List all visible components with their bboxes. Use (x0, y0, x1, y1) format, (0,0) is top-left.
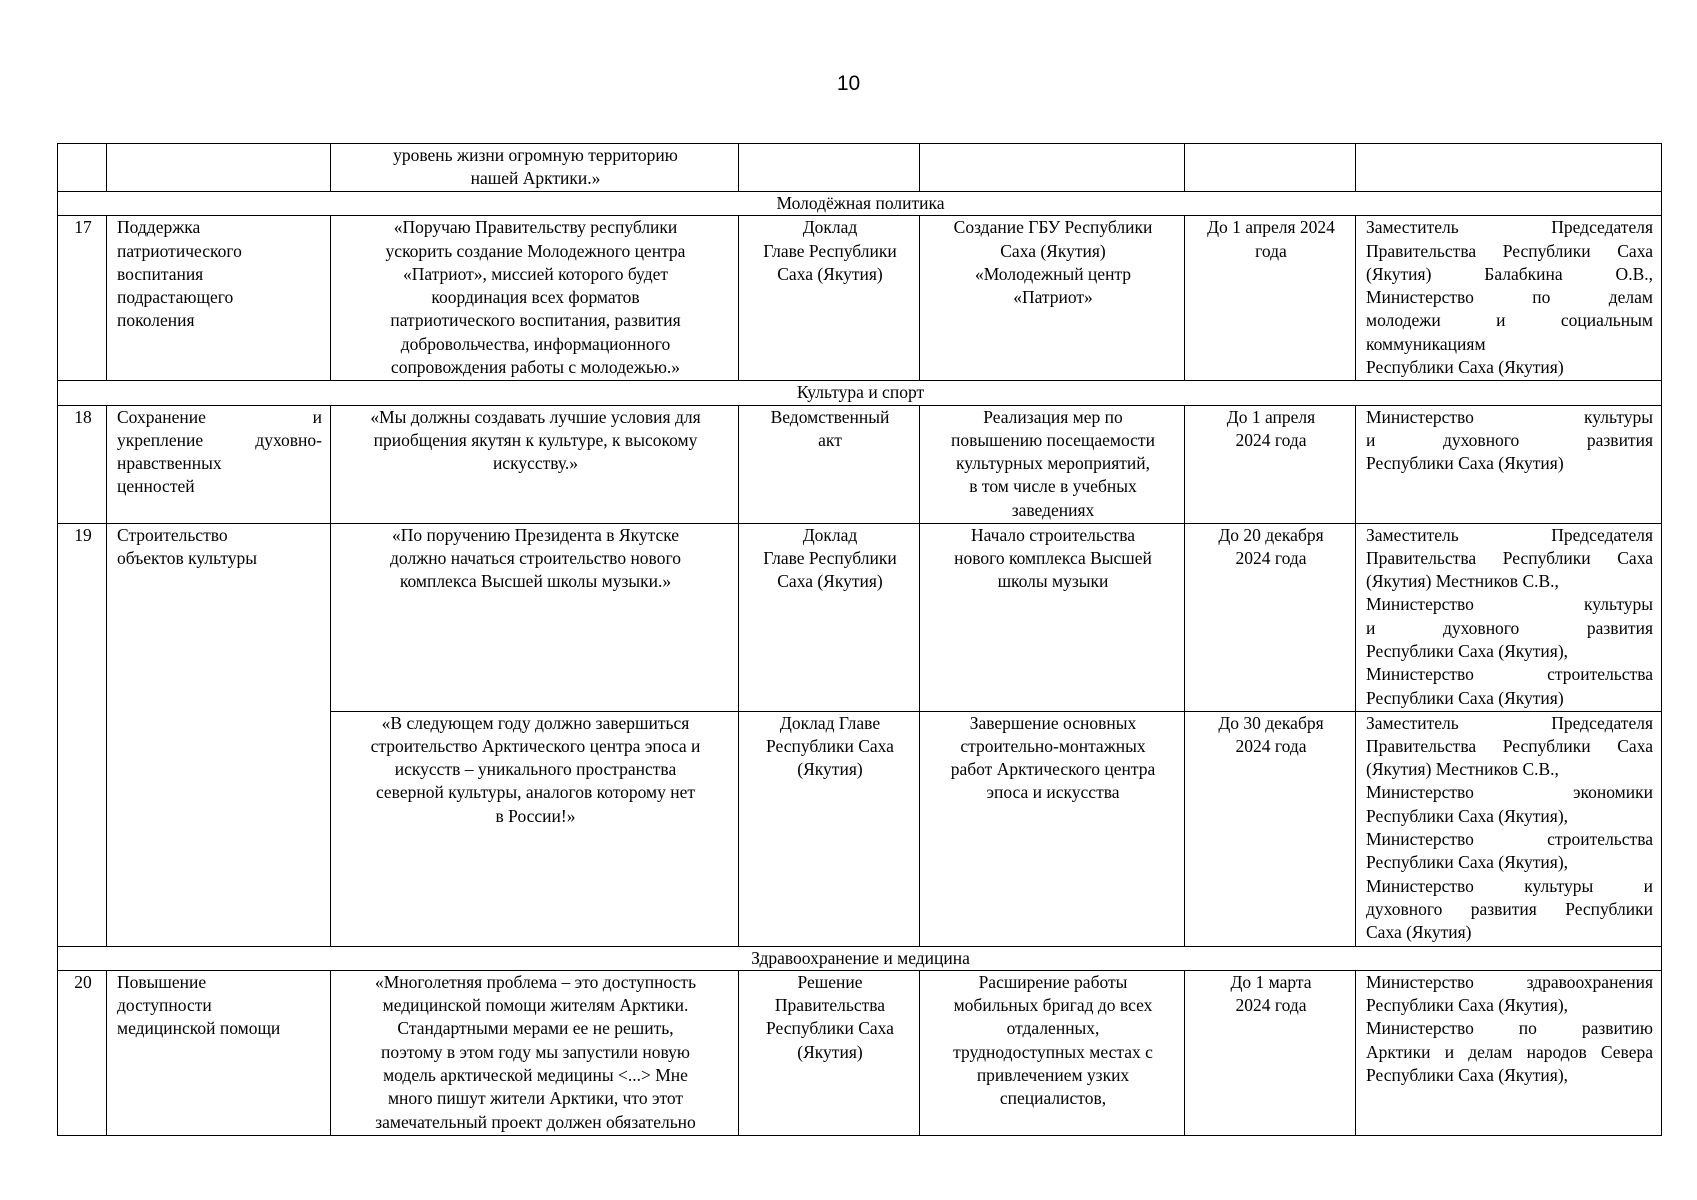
text-line: Министерство строительства (1366, 664, 1653, 685)
text-line: Республики Саха (Якутия) (1366, 357, 1564, 378)
text-line: поколения (117, 310, 195, 331)
cell-responsible (1356, 405, 1662, 523)
text-line: Завершение основных (969, 712, 1137, 733)
cell-form (739, 144, 920, 192)
text-line: замечательный проект должен обязательно (375, 1111, 696, 1132)
text-line: 2024 года (1235, 995, 1307, 1016)
text-line: модель арктической медицины <...> Мне (383, 1065, 688, 1086)
text-line: «Патриот», миссией которого будет (402, 263, 669, 284)
text-line: Республики Саха (Якутия) (1366, 453, 1564, 474)
text-line: Министерство по развитию (1366, 1018, 1653, 1039)
cell-num (58, 144, 107, 192)
text-line: объектов культуры (117, 547, 258, 568)
text-line: труднодоступных местах с (953, 1041, 1153, 1062)
cell-num: 18 (58, 405, 107, 523)
text-line: Главе Республики (763, 547, 897, 568)
text-line: (Якутия) (797, 759, 863, 780)
cell-task (107, 216, 331, 381)
table-row-20 (58, 970, 1662, 1135)
text-line: Министерство по делам (1366, 287, 1653, 308)
text-line: Республики Саха (766, 735, 894, 756)
cell-form (739, 405, 920, 523)
cell-result (920, 970, 1185, 1135)
text-line: До 1 апреля 2024 (1207, 217, 1335, 238)
cell-deadline (1185, 216, 1356, 381)
text-line: Саха (Якутия) (1000, 240, 1106, 261)
text-line: ценностей (117, 476, 195, 497)
text-line: «Мы должны создавать лучшие условия для (370, 406, 701, 427)
cell-task (107, 144, 331, 192)
text-line: Правительства Республики Саха (1366, 240, 1653, 261)
cell-responsible (1356, 970, 1662, 1135)
cell-task (107, 523, 331, 946)
cell-deadline (1185, 144, 1356, 192)
text-line: нашей Арктики.» (470, 168, 601, 189)
text-line: отдаленных, (1006, 1018, 1100, 1039)
text-line: Министерство экономики (1366, 782, 1653, 803)
text-line: эпоса и искусства (986, 782, 1120, 803)
text-line: Министерство культуры и (1366, 875, 1653, 896)
table-row-18 (58, 405, 1662, 523)
cell-responsible (1356, 216, 1662, 381)
text-line: Министерство строительства (1366, 829, 1653, 850)
text-line: «Молодежный центр (974, 263, 1132, 284)
text-line: подрастающего (117, 287, 234, 308)
text-line: нравственных (117, 453, 222, 474)
text-line: Министерство культуры (1366, 594, 1653, 615)
text-line: Заместитель Председателя (1366, 217, 1653, 238)
text-line: Саха (Якутия) (1366, 922, 1472, 943)
text-line: строительство Арктического центра эпоса и (370, 735, 701, 756)
text-line: Республики Саха (Якутия), (1366, 1065, 1569, 1086)
text-line: медицинской помощи (117, 1018, 281, 1039)
text-line: добровольчества, информационного (400, 333, 671, 354)
text-line: Доклад Главе (779, 712, 881, 733)
table-row-17 (58, 216, 1662, 381)
text-line: в том числе в учебных (969, 476, 1137, 497)
text-line: Доклад (802, 524, 858, 545)
section-row-youth (58, 192, 1662, 216)
text-line: мобильных бригад до всех (953, 995, 1153, 1016)
text-line: Заместитель Председателя (1366, 712, 1653, 733)
text-line: духовного развития Республики (1366, 898, 1653, 919)
cell-responsible (1356, 144, 1662, 192)
cell-num: 19 (58, 523, 107, 946)
text-line: должно начаться строительство нового (390, 547, 681, 568)
cell-result (920, 216, 1185, 381)
text-line: поэтому в этом году мы запустили новую (381, 1041, 690, 1062)
text-line: Республики Саха (Якутия), (1366, 805, 1569, 826)
text-line: медицинской помощи жителям Арктики. (382, 995, 689, 1016)
text-line: Поддержка (117, 217, 201, 238)
cell-result (920, 144, 1185, 192)
text-line: искусств – уникального пространства (394, 759, 677, 780)
text-line: «По поручению Президента в Якутске (391, 524, 680, 545)
cell-deadline (1185, 405, 1356, 523)
text-line: акт (818, 429, 842, 450)
text-line: воспитания (117, 263, 204, 284)
text-line: Республики Саха (766, 1018, 894, 1039)
text-line: Заместитель Председателя (1366, 524, 1653, 545)
text-line: Саха (Якутия) (777, 571, 883, 592)
text-line: специалистов, (999, 1088, 1107, 1109)
text-line: приобщения якутян к культуре, к высокому (373, 429, 698, 450)
text-line: северной культуры, аналогов которому нет (375, 782, 696, 803)
text-line: патриотического (117, 240, 242, 261)
text-line: «Поручаю Правительству республики (393, 217, 678, 238)
text-line: Республики Саха (Якутия) (1366, 687, 1564, 708)
section-title: Культура и спорт (58, 381, 1662, 405)
text-line: привлечением узких (976, 1065, 1130, 1086)
section-row-culture (58, 381, 1662, 405)
text-line: До 30 декабря (1218, 712, 1324, 733)
text-line: искусству.» (492, 453, 579, 474)
text-line: коммуникациям (1366, 333, 1486, 354)
text-line: «Патриот» (1013, 287, 1093, 308)
text-line: сопровождения работы с молодежью.» (390, 357, 681, 378)
text-line: Решение (797, 971, 863, 992)
text-line: (Якутия) Местников С.В., (1366, 571, 1559, 592)
text-line: и духовного развития (1366, 429, 1653, 450)
text-line: уровень жизни огромную территорию (393, 145, 678, 165)
text-line: Республики Саха (Якутия), (1366, 852, 1569, 873)
text-line: До 1 марта (1230, 971, 1312, 992)
text-line: Министерство культуры (1366, 406, 1653, 427)
text-line: координация всех форматов (431, 287, 640, 308)
text-line: Министерство здравоохранения (1366, 971, 1653, 992)
text-line: Республики Саха (Якутия), (1366, 641, 1569, 662)
text-line: Главе Республики (763, 240, 897, 261)
text-line: «В следующем году должно завершиться (381, 712, 690, 733)
section-title: Молодёжная политика (58, 192, 1662, 216)
text-line: Начало строительства (970, 524, 1136, 545)
text-line: повышению посещаемости (951, 429, 1155, 450)
cell-result (920, 523, 1185, 711)
page-number: 10 (836, 72, 861, 95)
text-line: Сохранение и (117, 406, 322, 427)
text-line: Правительства (774, 995, 886, 1016)
cell-quote (331, 523, 739, 711)
text-line: 2024 года (1235, 735, 1307, 756)
cell-responsible (1356, 711, 1662, 946)
text-line: Реализация мер по (983, 406, 1123, 427)
text-line: строительно-монтажных (960, 735, 1146, 756)
cell-quote (331, 216, 739, 381)
cell-form (739, 711, 920, 946)
action-plan-table (57, 143, 1662, 1136)
text-line: школы музыки (997, 571, 1109, 592)
text-line: культурных мероприятий, (955, 453, 1151, 474)
text-line: До 20 декабря (1218, 524, 1324, 545)
text-line: Саха (Якутия) (777, 263, 883, 284)
text-line: Правительства Республики Саха (1366, 547, 1653, 568)
text-line: доступности (117, 995, 212, 1016)
text-line: ускорить создание Молодежного центра (385, 240, 686, 261)
table-row-continuation (58, 144, 1662, 192)
cell-num: 20 (58, 970, 107, 1135)
cell-num: 17 (58, 216, 107, 381)
cell-result (920, 711, 1185, 946)
text-line: работ Арктического центра (950, 759, 1156, 780)
cell-quote (331, 711, 739, 946)
text-line: Правительства Республики Саха (1366, 735, 1653, 756)
text-line: много пишут жители Арктики, что этот (387, 1088, 684, 1109)
cell-responsible (1356, 523, 1662, 711)
text-line: молодежи и социальным (1366, 310, 1653, 331)
cell-form (739, 216, 920, 381)
text-line: Строительство (117, 524, 228, 545)
cell-quote (331, 405, 739, 523)
table-row-19 (58, 523, 1662, 711)
text-line: года (1255, 240, 1287, 261)
cell-result (920, 405, 1185, 523)
cell-task (107, 405, 331, 523)
text-line: в России!» (495, 805, 576, 826)
text-line: (Якутия) Балабкина О.В., (1366, 263, 1653, 284)
text-line: Расширение работы (978, 971, 1128, 992)
text-line: Доклад (802, 217, 858, 238)
text-line: заведениях (1011, 499, 1095, 520)
text-line: Арктики и делам народов Севера (1366, 1041, 1653, 1062)
cell-deadline (1185, 711, 1356, 946)
text-line: Республики Саха (Якутия), (1366, 995, 1569, 1016)
text-line: (Якутия) (797, 1041, 863, 1062)
section-row-health (58, 946, 1662, 970)
text-line: До 1 апреля (1226, 406, 1316, 427)
cell-deadline (1185, 970, 1356, 1135)
text-line: 2024 года (1235, 429, 1307, 450)
cell-quote (331, 144, 739, 192)
text-line: нового комплекса Высшей (954, 547, 1152, 568)
cell-form (739, 970, 920, 1135)
text-line: и духовного развития (1366, 617, 1653, 638)
cell-deadline (1185, 523, 1356, 711)
cell-form (739, 523, 920, 711)
text-line: Ведомственный (770, 406, 890, 427)
text-line: патриотического воспитания, развития (390, 310, 681, 331)
cell-quote (331, 970, 739, 1135)
text-line: Стандартными мерами ее не решить, (397, 1018, 674, 1039)
text-line: Повышение (117, 971, 207, 992)
text-line: укрепление духовно- (117, 429, 322, 450)
text-line: 2024 года (1235, 547, 1307, 568)
section-title: Здравоохранение и медицина (58, 946, 1662, 970)
text-line: комплекса Высшей школы музыки.» (399, 571, 672, 592)
cell-task (107, 970, 331, 1135)
text-line: «Многолетняя проблема – это доступность (374, 971, 697, 992)
text-line: Создание ГБУ Республики (953, 217, 1153, 238)
text-line: (Якутия) Местников С.В., (1366, 759, 1559, 780)
